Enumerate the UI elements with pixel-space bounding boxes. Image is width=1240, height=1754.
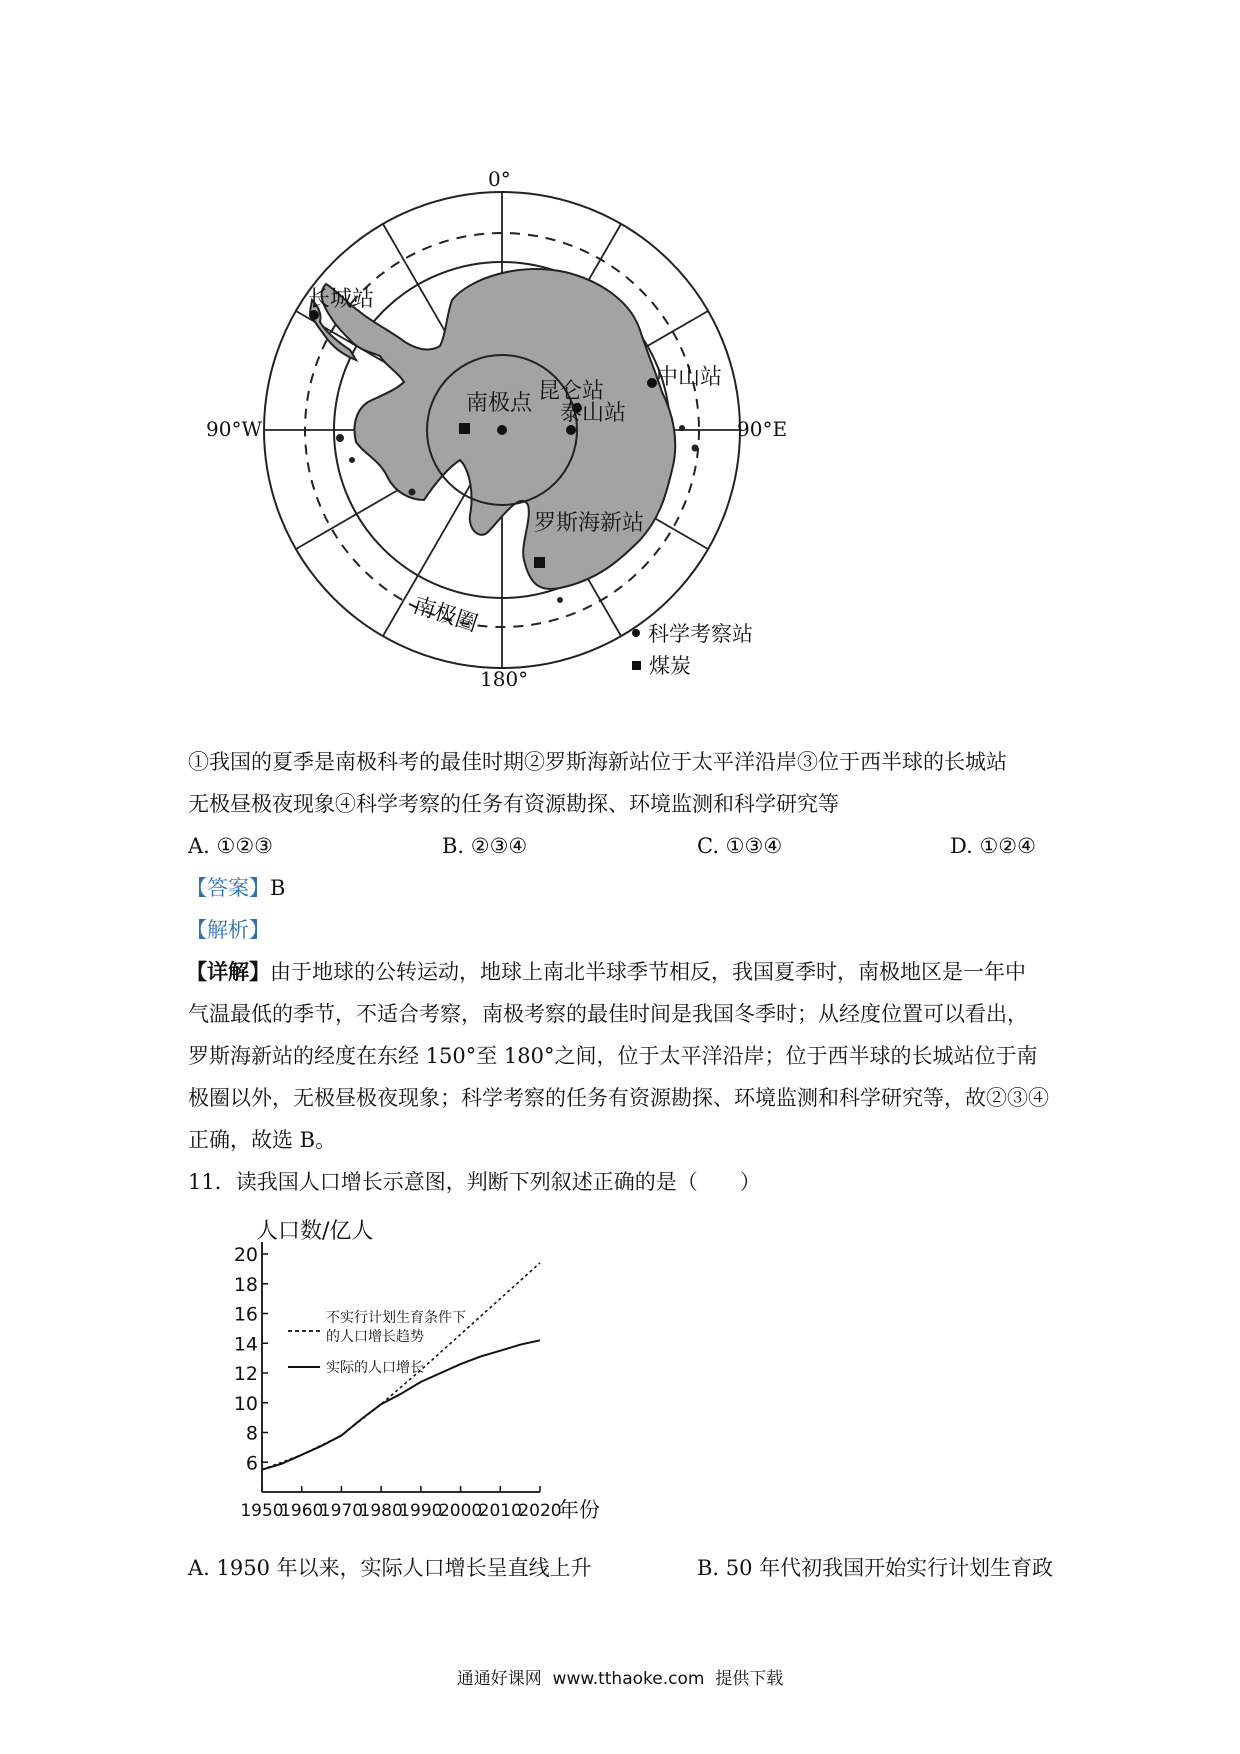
x-tick-label: 1980	[359, 1501, 403, 1521]
label-antarctic-circle: 南极圈	[409, 593, 481, 638]
y-tick-label: 10	[233, 1392, 258, 1415]
station-dot-icon	[632, 629, 640, 637]
label-south-pole: 南极点	[466, 391, 533, 416]
detail-line1-text: 由于地球的公转运动，地球上南北半球季节相反，我国夏季时，南极地区是一年中	[270, 960, 1026, 984]
y-tick-label: 16	[233, 1303, 258, 1326]
q10-detail-line4: 极圈以外，无极昼极夜现象；科学考察的任务有资源勘探、环境监测和科学研究等，故②③④	[188, 1086, 1049, 1110]
chart-ylabel: 人口数/亿人	[256, 1219, 374, 1244]
q10-answer	[186, 874, 285, 902]
q10-statements-line2: 无极昼极夜现象④科学考察的任务有资源勘探、环境监测和科学研究等	[188, 792, 839, 816]
antarctica-map	[170, 140, 788, 700]
legend-coal-label: 煤炭	[649, 654, 691, 678]
y-tick-label: 12	[233, 1363, 258, 1385]
x-tick-label: 1970	[319, 1501, 364, 1521]
y-tick-label: 20	[233, 1244, 258, 1266]
label-luosihai: 罗斯海新站	[534, 511, 645, 536]
y-tick-label: 6	[245, 1452, 258, 1475]
q10-detail-line5: 正确，故选 B。	[188, 1128, 337, 1152]
q10-statements-line1: ①我国的夏季是南极科考的最佳时期②罗斯海新站位于太平洋沿岸③位于西半球的长城站	[188, 750, 1007, 774]
label-lon-0: 0°	[488, 167, 511, 191]
answer-tag: 【答案】	[186, 876, 270, 900]
q10-option-d: D. ①②④	[950, 834, 1036, 858]
detail-tag: 【详解】	[186, 959, 270, 984]
legend-station-label: 科学考察站	[648, 622, 753, 646]
legend-coal	[632, 648, 772, 682]
coal-marker-1	[459, 423, 470, 434]
x-tick-label: 2010	[478, 1501, 522, 1521]
footer-text: 通通好课网 www.tthaoke.com 提供下载	[456, 1669, 784, 1689]
label-lon-180: 180°	[480, 667, 529, 691]
q10-detail-line1	[186, 958, 1026, 986]
coal-marker-2	[534, 557, 545, 568]
label-kunlun: 昆仑站	[538, 379, 605, 404]
label-zhongshan: 中山站	[656, 365, 723, 390]
label-lon-90e: 90°E	[737, 417, 788, 441]
q10-option-b: B. ②③④	[442, 834, 528, 858]
x-tick-label: 1990	[399, 1501, 443, 1521]
q11-option-b: B. 50 年代初我国开始实行计划生育政	[697, 1556, 1054, 1580]
chart-axes	[234, 1242, 600, 1522]
x-tick-label: 1960	[280, 1501, 324, 1521]
coal-square-icon	[632, 661, 641, 670]
y-tick-label: 18	[233, 1273, 258, 1296]
station-taishan-dot	[566, 425, 576, 435]
q10-option-c: C. ①③④	[697, 834, 783, 858]
map-legend	[632, 618, 772, 682]
q10-analysis-tag: 【解析】	[186, 918, 270, 942]
south-pole-dot	[497, 425, 507, 435]
q10-detail-line3: 罗斯海新站的经度在东经 150°至 180°之间，位于太平洋沿岸；位于西半球的长城站位于南	[188, 1044, 1038, 1068]
q11-option-a: A. 1950 年以来，实际人口增长呈直线上升	[188, 1556, 592, 1580]
x-tick-label: 2000	[438, 1501, 483, 1521]
y-tick-label: 14	[233, 1333, 258, 1356]
legend-solid-label: 实际的人口增长	[326, 1360, 424, 1376]
x-axis-label: 年份	[558, 1498, 600, 1522]
population-chart	[230, 1210, 690, 1530]
q10-detail-line2: 气温最低的季节，不适合考察，南极考察的最佳时间是我国冬季时；从经度位置可以看出，	[188, 1002, 1028, 1026]
x-tick-label: 1950	[240, 1501, 284, 1521]
legend-station	[632, 618, 772, 648]
y-tick-label: 8	[245, 1422, 258, 1445]
q10-option-a: A. ①②③	[188, 834, 273, 858]
legend-dashed-label-2: 的人口增长趋势	[326, 1329, 424, 1345]
legend-dashed-label-1: 不实行计划生育条件下	[326, 1310, 466, 1326]
q11-stem: 11．读我国人口增长示意图，判断下列叙述正确的是（ ）	[188, 1170, 761, 1194]
answer-value: B	[270, 876, 286, 900]
label-changcheng: 长城站	[308, 287, 375, 312]
label-taishan: 泰山站	[560, 401, 627, 426]
x-tick-label: 2020	[518, 1501, 562, 1521]
label-lon-90w: 90°W	[206, 417, 263, 441]
